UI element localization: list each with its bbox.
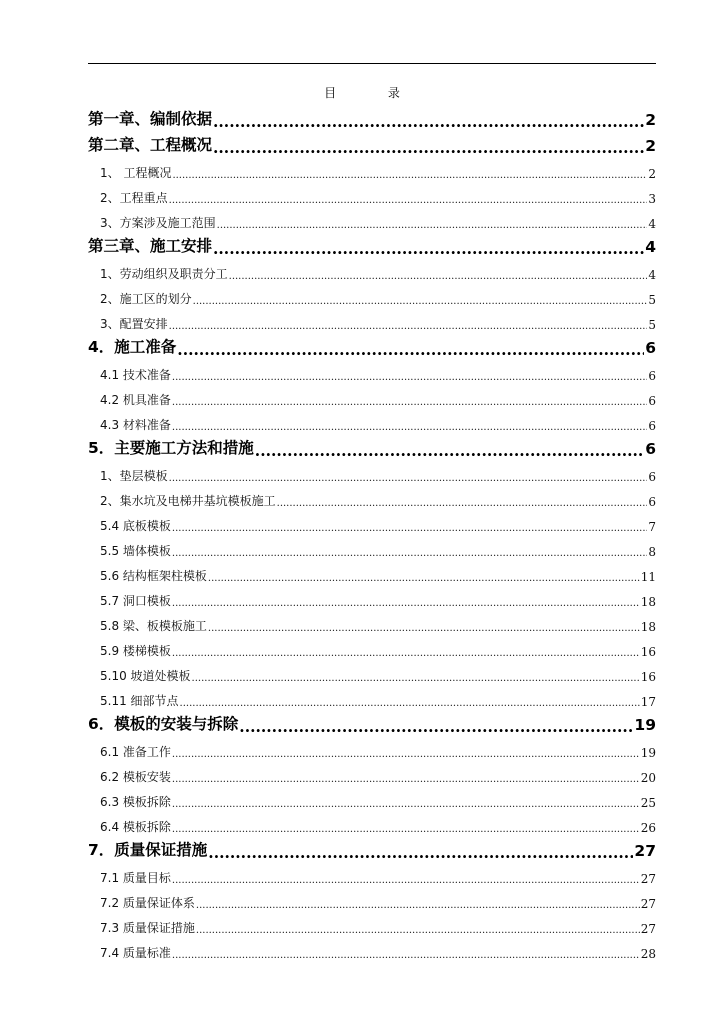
toc-chapter-entry[interactable]	[88, 332, 656, 358]
toc-dot-leader	[255, 443, 644, 459]
toc-page-number: 17	[640, 695, 656, 709]
toc-entry-label: 6.1 准备工作	[100, 745, 171, 759]
toc-dot-leader	[193, 297, 648, 307]
toc-dot-leader	[213, 114, 644, 130]
toc-page-number: 27	[640, 872, 656, 886]
toc-entry-label: 5.9 楼梯模板	[100, 644, 171, 658]
toc-dot-leader	[239, 719, 633, 735]
table-of-contents	[88, 104, 656, 961]
toc-section-entry[interactable]	[88, 609, 656, 634]
toc-section-entry[interactable]	[88, 810, 656, 835]
toc-entry-label: 7.2 质量保证体系	[100, 896, 195, 910]
toc-page-number: 16	[640, 670, 656, 684]
toc-page-number: 6	[645, 339, 656, 357]
toc-page-number: 3	[648, 192, 656, 206]
toc-entry-label: 5.7 洞口模板	[100, 594, 171, 608]
toc-chapter-entry[interactable]	[88, 130, 656, 156]
toc-chapter-entry[interactable]	[88, 709, 656, 735]
toc-entry-label: 6.3 模板拆除	[100, 795, 171, 809]
toc-page-number: 6	[648, 495, 656, 509]
toc-dot-leader	[172, 599, 640, 609]
toc-entry-label: 5.10 坡道处模板	[100, 669, 191, 683]
toc-chapter-entry[interactable]	[88, 104, 656, 130]
toc-dot-leader	[172, 800, 640, 810]
toc-page-number: 27	[640, 897, 656, 911]
toc-dot-leader	[169, 474, 648, 484]
toc-section-entry[interactable]	[88, 358, 656, 383]
toc-page-number: 6	[648, 369, 656, 383]
toc-dot-leader	[172, 423, 647, 433]
toc-entry-label: 6．模板的安装与拆除	[88, 715, 239, 733]
toc-page-number: 25	[640, 796, 656, 810]
toc-page-number: 6	[648, 394, 656, 408]
toc-chapter-entry[interactable]	[88, 433, 656, 459]
toc-entry-label: 1、劳动组织及职责分工	[100, 267, 228, 281]
toc-entry-label: 4.2 机具准备	[100, 393, 171, 407]
toc-section-entry[interactable]	[88, 408, 656, 433]
toc-section-entry[interactable]	[88, 181, 656, 206]
toc-entry-label: 第一章、编制依据	[88, 110, 213, 128]
toc-page-number: 2	[648, 167, 656, 181]
header-rule	[88, 63, 656, 64]
toc-page-number: 26	[640, 821, 656, 835]
toc-entry-label: 4.1 技术准备	[100, 368, 171, 382]
toc-page-number: 8	[648, 545, 656, 559]
toc-dot-leader	[172, 398, 647, 408]
toc-section-entry[interactable]	[88, 534, 656, 559]
toc-section-entry[interactable]	[88, 936, 656, 961]
toc-dot-leader	[213, 241, 644, 257]
toc-section-entry[interactable]	[88, 785, 656, 810]
toc-dot-leader	[196, 901, 640, 911]
toc-page-number: 16	[640, 645, 656, 659]
toc-entry-label: 3、方案涉及施工范围	[100, 216, 216, 230]
toc-dot-leader	[172, 373, 647, 383]
toc-entry-label: 7.1 质量目标	[100, 871, 171, 885]
toc-page-number: 28	[640, 947, 656, 961]
toc-dot-leader	[172, 750, 640, 760]
toc-section-entry[interactable]	[88, 684, 656, 709]
toc-entry-label: 5.4 底板模板	[100, 519, 171, 533]
toc-section-entry[interactable]	[88, 886, 656, 911]
toc-entry-label: 4．施工准备	[88, 338, 177, 356]
toc-section-entry[interactable]	[88, 911, 656, 936]
toc-entry-label: 第二章、工程概况	[88, 136, 213, 154]
toc-dot-leader	[177, 342, 644, 358]
toc-entry-label: 5.5 墙体模板	[100, 544, 171, 558]
toc-page-number: 18	[640, 620, 656, 634]
toc-section-entry[interactable]	[88, 206, 656, 231]
toc-section-entry[interactable]	[88, 383, 656, 408]
toc-dot-leader	[229, 272, 648, 282]
toc-entry-label: 5．主要施工方法和措施	[88, 439, 254, 457]
toc-page-number: 2	[645, 111, 656, 129]
toc-dot-leader	[172, 549, 647, 559]
toc-dot-leader	[172, 171, 647, 181]
toc-entry-label: 2、集水坑及电梯井基坑模板施工	[100, 494, 276, 508]
toc-entry-label: 2、工程重点	[100, 191, 168, 205]
toc-section-entry[interactable]	[88, 459, 656, 484]
toc-dot-leader	[208, 845, 633, 861]
toc-dot-leader	[172, 524, 647, 534]
toc-dot-leader	[172, 951, 640, 961]
toc-dot-leader	[172, 649, 640, 659]
toc-section-entry[interactable]	[88, 509, 656, 534]
toc-entry-label: 5.8 梁、板模板施工	[100, 619, 207, 633]
toc-page-number: 2	[645, 137, 656, 155]
toc-section-entry[interactable]	[88, 634, 656, 659]
toc-dot-leader	[169, 196, 648, 206]
toc-chapter-entry[interactable]	[88, 835, 656, 861]
toc-page-number: 5	[648, 293, 656, 307]
toc-dot-leader	[217, 221, 648, 231]
toc-page-number: 6	[648, 419, 656, 433]
toc-entry-label: 5.11 细部节点	[100, 694, 179, 708]
toc-page-number: 7	[648, 520, 656, 534]
toc-page-number: 27	[640, 922, 656, 936]
toc-entry-label: 4.3 材料准备	[100, 418, 171, 432]
toc-entry-label: 第三章、施工安排	[88, 237, 213, 255]
toc-dot-leader	[208, 624, 640, 634]
toc-title: 目 录	[324, 86, 424, 100]
toc-dot-leader	[172, 825, 640, 835]
toc-entry-label: 2、施工区的划分	[100, 292, 192, 306]
toc-dot-leader	[192, 674, 640, 684]
toc-entry-label: 1、垫层模板	[100, 469, 168, 483]
toc-section-entry[interactable]	[88, 282, 656, 307]
toc-dot-leader	[208, 574, 640, 584]
toc-entry-label: 7．质量保证措施	[88, 841, 208, 859]
toc-chapter-entry[interactable]	[88, 231, 656, 257]
toc-section-entry[interactable]	[88, 307, 656, 332]
toc-entry-label: 3、配置安排	[100, 317, 168, 331]
toc-section-entry[interactable]	[88, 484, 656, 509]
toc-entry-label: 7.4 质量标准	[100, 946, 171, 960]
toc-page-number: 20	[640, 771, 656, 785]
toc-page-number: 4	[648, 268, 656, 282]
toc-section-entry[interactable]	[88, 861, 656, 886]
toc-page-number: 4	[648, 217, 656, 231]
toc-dot-leader	[213, 140, 644, 156]
toc-section-entry[interactable]	[88, 257, 656, 282]
toc-entry-label: 6.4 模板拆除	[100, 820, 171, 834]
toc-page-number: 5	[648, 318, 656, 332]
toc-section-entry[interactable]	[88, 735, 656, 760]
toc-dot-leader	[172, 876, 640, 886]
toc-section-entry[interactable]	[88, 659, 656, 684]
toc-section-entry[interactable]	[88, 760, 656, 785]
toc-entry-label: 1、 工程概况	[100, 166, 172, 180]
toc-dot-leader	[196, 926, 640, 936]
toc-entry-label: 6.2 模板安装	[100, 770, 171, 784]
toc-page-number: 18	[640, 595, 656, 609]
toc-dot-leader	[277, 499, 648, 509]
toc-dot-leader	[180, 699, 640, 709]
toc-page-number: 6	[645, 440, 656, 458]
toc-page-number: 11	[640, 570, 656, 584]
toc-entry-label: 7.3 质量保证措施	[100, 921, 195, 935]
toc-dot-leader	[169, 322, 648, 332]
toc-page-number: 19	[634, 716, 656, 734]
toc-page-number: 4	[645, 238, 656, 256]
toc-entry-label: 5.6 结构框架柱模板	[100, 569, 207, 583]
toc-page-number: 27	[634, 842, 656, 860]
toc-section-entry[interactable]	[88, 559, 656, 584]
toc-page-number: 19	[640, 746, 656, 760]
toc-dot-leader	[172, 775, 640, 785]
toc-section-entry[interactable]	[88, 156, 656, 181]
toc-section-entry[interactable]	[88, 584, 656, 609]
toc-page-number: 6	[648, 470, 656, 484]
